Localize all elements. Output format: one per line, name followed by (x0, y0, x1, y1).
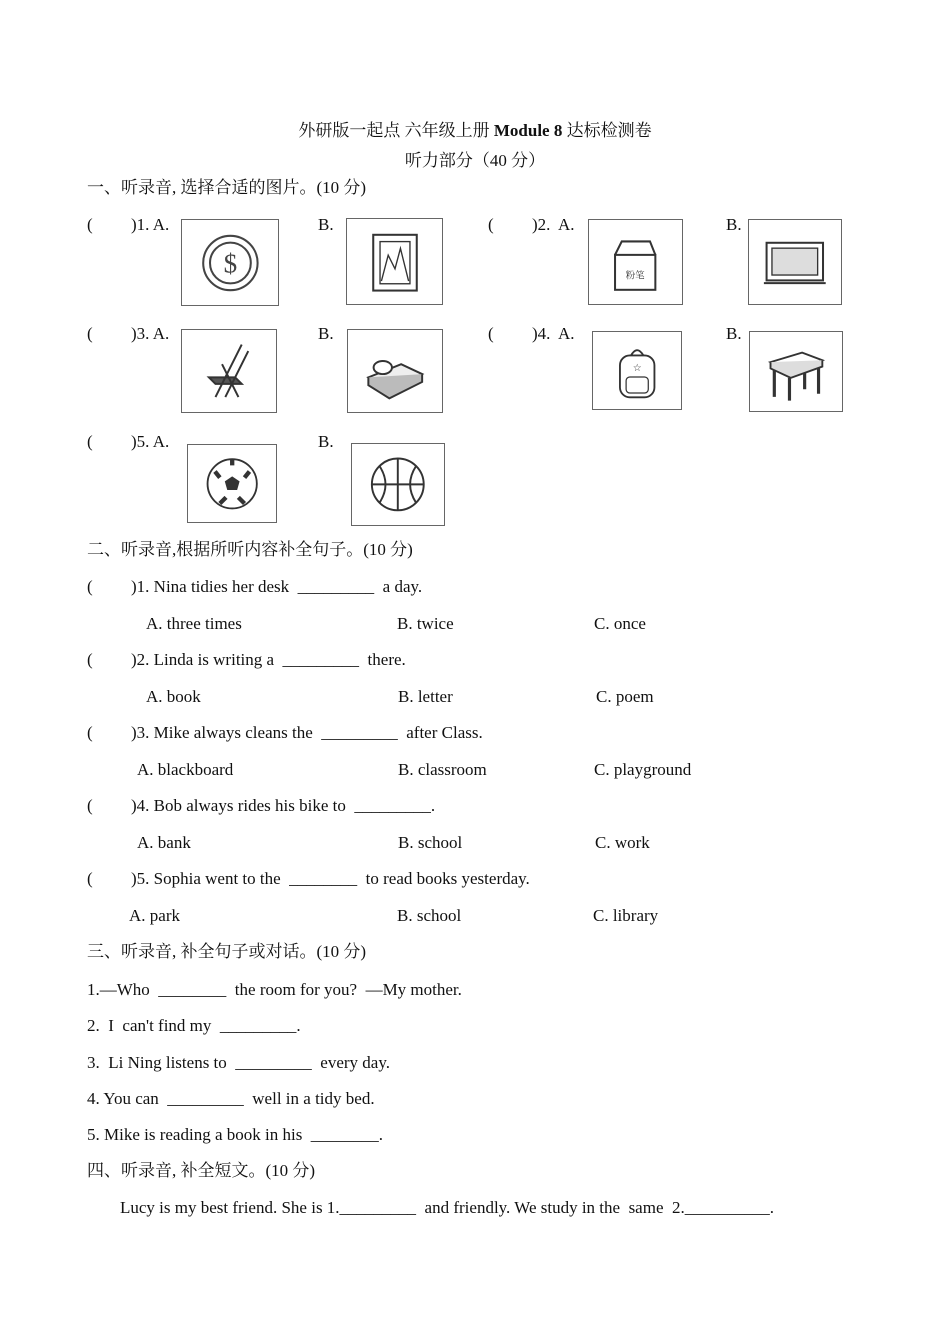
option-c: C. poem (596, 687, 654, 706)
option-b-label: B. (318, 324, 334, 343)
fill-in-item: 2. I can't find my _________. (87, 1016, 301, 1036)
dollar-coin-picture-icon (181, 219, 279, 306)
answer-paren: ( (87, 432, 93, 451)
option-a: A. bank (137, 833, 191, 852)
section-4-passage: Lucy is my best friend. She is 1._________ and friendly. We study in the same 2.__________. (120, 1198, 774, 1217)
question-text: )4. Bob always rides his bike to _________. (131, 796, 436, 815)
answer-paren: ( (488, 324, 494, 343)
answer-paren: ( (87, 796, 93, 815)
section-2-heading: 二、听录音,根据所听内容补全句子。(10 分) (87, 540, 413, 559)
answer-paren: ( (87, 324, 93, 343)
folding-chair-picture-icon (181, 329, 277, 413)
option-a: A. book (146, 687, 201, 706)
option-b-label: B. (318, 215, 334, 234)
option-c: C. library (593, 906, 659, 925)
answer-paren: ( (87, 577, 93, 596)
question-text: )2. Linda is writing a _________ there. (131, 650, 406, 669)
question-label: )2. A. (532, 215, 575, 234)
section-1-heading: 一、听录音, 选择合适的图片。(10 分) (87, 178, 367, 197)
answer-paren: ( (87, 215, 93, 234)
option-b-label: B. (318, 432, 334, 451)
title-cn: 外研版一起点 六年级上册 (298, 121, 494, 140)
title-end: 达标检测卷 (566, 121, 652, 140)
framed-painting-picture-icon (346, 218, 443, 305)
option-b-label: B. (726, 215, 742, 234)
bed-picture-icon (347, 329, 443, 413)
answer-paren: ( (87, 723, 93, 742)
answer-paren: ( (488, 215, 494, 234)
answer-paren: ( (87, 650, 93, 669)
question-text: )5. Sophia went to the ________ to read books yesterday. (131, 869, 530, 888)
option-b: B. twice (397, 614, 454, 633)
question-label: )4. A. (532, 324, 575, 343)
section-4-heading: 四、听录音, 补全短文。(10 分) (87, 1161, 316, 1180)
answer-paren: ( (87, 869, 93, 888)
option-c: C. once (594, 614, 646, 633)
page-title (0, 121, 950, 141)
table-picture-icon (749, 331, 843, 412)
football-picture-icon (187, 444, 277, 523)
chalk-label: 粉笔 (626, 271, 645, 282)
question-text: )3. Mike always cleans the _________ after Class. (131, 723, 483, 742)
blackboard-picture-icon (748, 219, 842, 305)
question-text: )1. Nina tidies her desk _________ a day. (131, 577, 423, 596)
basketball-picture-icon (351, 443, 445, 526)
fill-in-item: 5. Mike is reading a book in his ________. (87, 1125, 384, 1145)
question-label: )3. A. (131, 324, 170, 343)
option-a: A. three times (146, 614, 242, 633)
option-b: B. letter (398, 687, 453, 706)
option-b: B. school (397, 906, 462, 925)
section-3-heading: 三、听录音, 补全句子或对话。(10 分) (87, 942, 367, 961)
option-b: B. school (398, 833, 463, 852)
page-subtitle: 听力部分（40 分） (404, 151, 546, 170)
option-a: A. blackboard (137, 760, 234, 779)
option-a: A. park (129, 906, 180, 925)
option-c: C. playground (594, 760, 692, 779)
fill-in-item: 3. Li Ning listens to _________ every day. (87, 1052, 390, 1072)
question-label: )1. A. (131, 215, 170, 234)
fill-in-item: 1.—Who ________ the room for you? —My mother. (87, 980, 462, 999)
chalk-box-picture-icon (588, 219, 683, 305)
option-c: C. work (595, 833, 650, 852)
option-b-label: B. (726, 324, 742, 343)
question-label: )5. A. (131, 432, 170, 451)
backpack-picture-icon (592, 331, 682, 410)
svg-text:$: $ (223, 248, 237, 279)
option-b: B. classroom (398, 760, 487, 779)
title-module: Module 8 (493, 121, 563, 140)
svg-text:☆: ☆ (632, 362, 642, 374)
fill-in-item: 4. You can _________ well in a tidy bed. (87, 1088, 375, 1108)
